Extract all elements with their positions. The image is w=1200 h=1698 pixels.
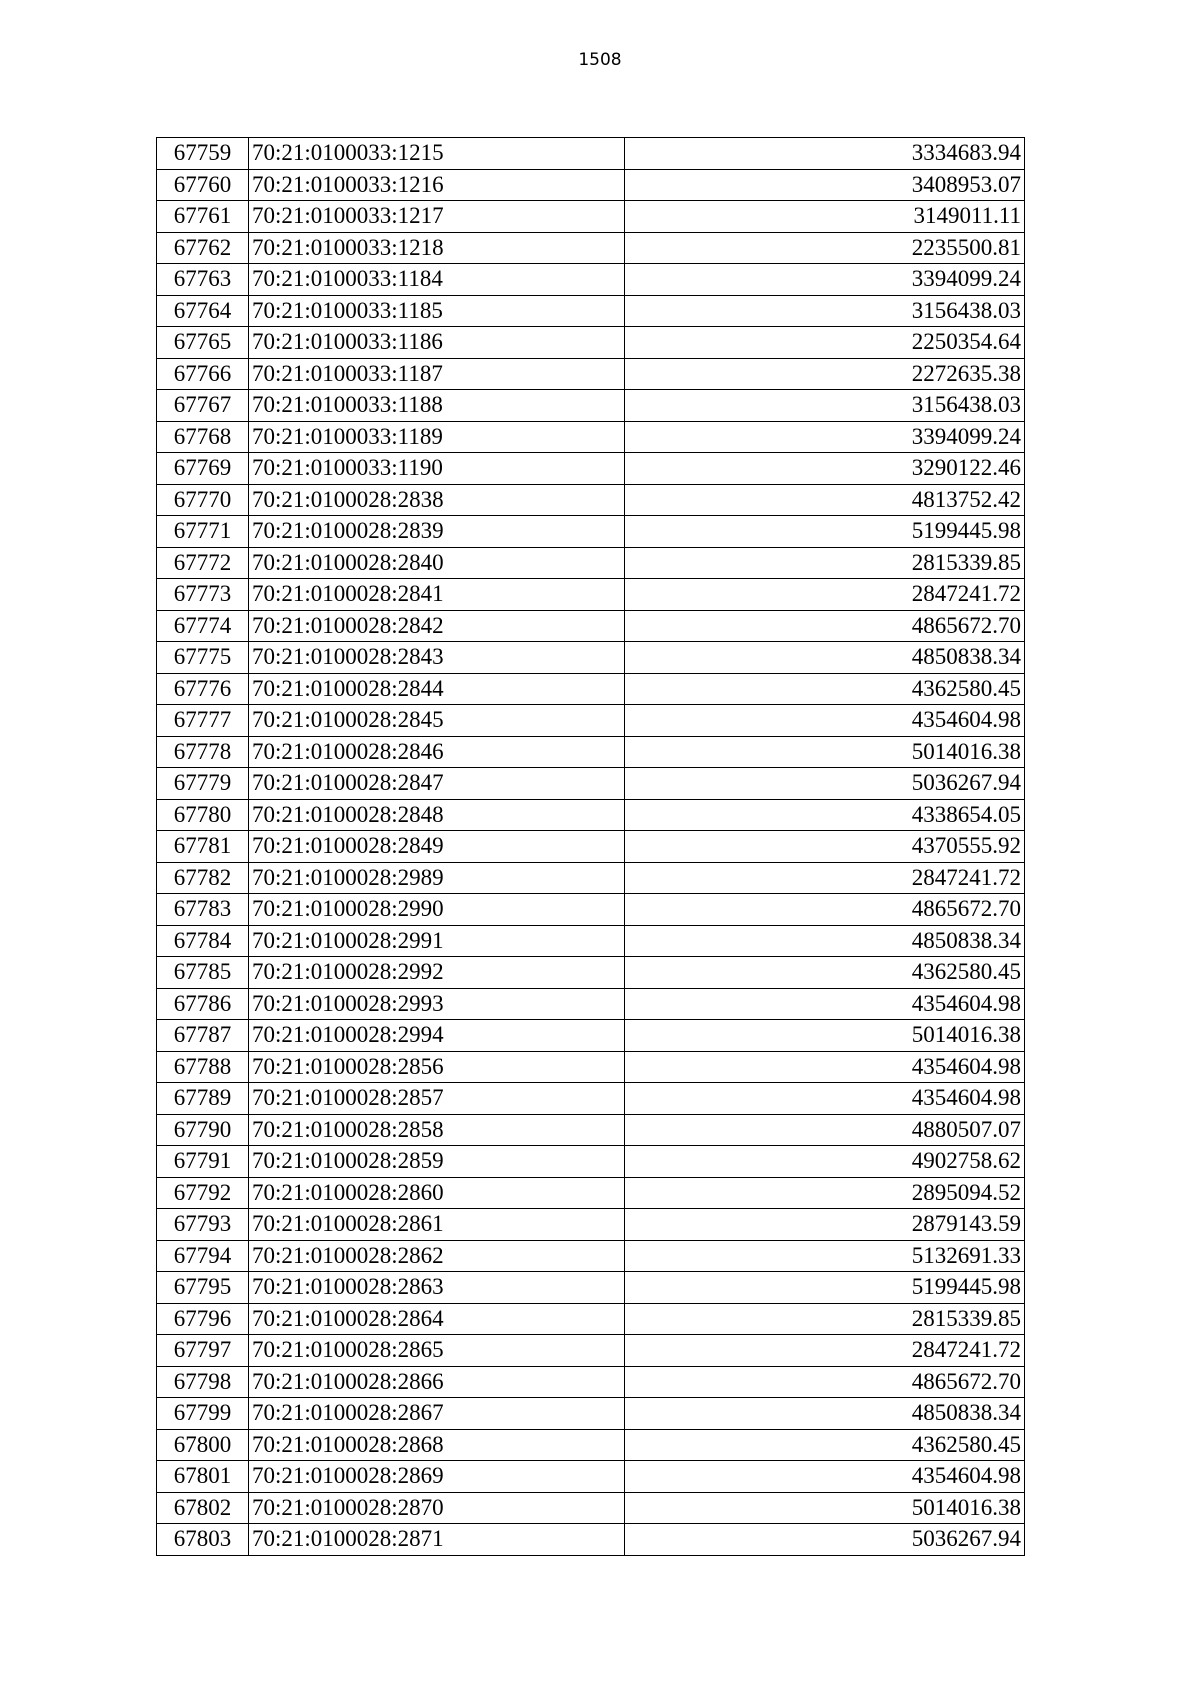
table-row — [157, 1114, 1025, 1146]
row-number-cell: 67763 — [157, 264, 249, 296]
cadastral-value-cell: 5199445.98 — [625, 516, 1025, 548]
cadastral-number-cell: 70:21:0100028:2870 — [249, 1492, 625, 1524]
cadastral-value-cell: 3149011.11 — [625, 201, 1025, 233]
table-row — [157, 1366, 1025, 1398]
table-row — [157, 1335, 1025, 1367]
cadastral-number-cell: 70:21:0100028:2992 — [249, 957, 625, 989]
cadastral-number-cell: 70:21:0100033:1186 — [249, 327, 625, 359]
cadastral-value-cell: 2815339.85 — [625, 1303, 1025, 1335]
cadastral-number-cell: 70:21:0100028:2867 — [249, 1398, 625, 1430]
cadastral-value-cell: 3334683.94 — [625, 138, 1025, 170]
cadastral-value-cell: 4338654.05 — [625, 799, 1025, 831]
table-body — [157, 138, 1025, 1556]
row-number-cell: 67788 — [157, 1051, 249, 1083]
cadastral-number-cell: 70:21:0100028:2864 — [249, 1303, 625, 1335]
row-number-cell: 67769 — [157, 453, 249, 485]
table-row — [157, 358, 1025, 390]
cadastral-number-cell: 70:21:0100028:2868 — [249, 1429, 625, 1461]
row-number-cell: 67772 — [157, 547, 249, 579]
row-number-cell: 67773 — [157, 579, 249, 611]
cadastral-number-cell: 70:21:0100033:1188 — [249, 390, 625, 422]
cadastral-value-cell: 4362580.45 — [625, 673, 1025, 705]
row-number-cell: 67775 — [157, 642, 249, 674]
table-row — [157, 1209, 1025, 1241]
cadastral-value-cell: 2847241.72 — [625, 1335, 1025, 1367]
cadastral-value-cell: 4850838.34 — [625, 1398, 1025, 1430]
cadastral-value-cell: 2815339.85 — [625, 547, 1025, 579]
cadastral-value-cell: 4354604.98 — [625, 1461, 1025, 1493]
row-number-cell: 67780 — [157, 799, 249, 831]
cadastral-number-cell: 70:21:0100028:2843 — [249, 642, 625, 674]
table-row — [157, 831, 1025, 863]
row-number-cell: 67787 — [157, 1020, 249, 1052]
cadastral-number-cell: 70:21:0100028:2838 — [249, 484, 625, 516]
cadastral-value-cell: 2847241.72 — [625, 579, 1025, 611]
row-number-cell: 67767 — [157, 390, 249, 422]
cadastral-number-cell: 70:21:0100033:1187 — [249, 358, 625, 390]
row-number-cell: 67797 — [157, 1335, 249, 1367]
cadastral-number-cell: 70:21:0100028:2994 — [249, 1020, 625, 1052]
cadastral-value-cell: 2250354.64 — [625, 327, 1025, 359]
table-row — [157, 1398, 1025, 1430]
table-row — [157, 390, 1025, 422]
cadastral-number-cell: 70:21:0100028:2866 — [249, 1366, 625, 1398]
cadastral-value-cell: 4813752.42 — [625, 484, 1025, 516]
cadastral-number-cell: 70:21:0100028:2862 — [249, 1240, 625, 1272]
row-number-cell: 67799 — [157, 1398, 249, 1430]
cadastral-number-cell: 70:21:0100028:2846 — [249, 736, 625, 768]
table-row — [157, 957, 1025, 989]
cadastral-value-cell: 4370555.92 — [625, 831, 1025, 863]
table-row — [157, 673, 1025, 705]
cadastral-number-cell: 70:21:0100028:2860 — [249, 1177, 625, 1209]
table-row — [157, 1461, 1025, 1493]
cadastral-value-cell: 3394099.24 — [625, 421, 1025, 453]
row-number-cell: 67794 — [157, 1240, 249, 1272]
cadastral-number-cell: 70:21:0100033:1216 — [249, 169, 625, 201]
row-number-cell: 67765 — [157, 327, 249, 359]
row-number-cell: 67762 — [157, 232, 249, 264]
cadastral-number-cell: 70:21:0100028:2856 — [249, 1051, 625, 1083]
row-number-cell: 67777 — [157, 705, 249, 737]
cadastral-number-cell: 70:21:0100028:2869 — [249, 1461, 625, 1493]
cadastral-value-cell: 2272635.38 — [625, 358, 1025, 390]
cadastral-number-cell: 70:21:0100028:2859 — [249, 1146, 625, 1178]
row-number-cell: 67759 — [157, 138, 249, 170]
cadastral-value-cell: 2235500.81 — [625, 232, 1025, 264]
cadastral-value-cell: 4354604.98 — [625, 988, 1025, 1020]
cadastral-number-cell: 70:21:0100028:2857 — [249, 1083, 625, 1115]
table-row — [157, 799, 1025, 831]
table-row — [157, 201, 1025, 233]
row-number-cell: 67768 — [157, 421, 249, 453]
row-number-cell: 67774 — [157, 610, 249, 642]
cadastral-value-cell: 4902758.62 — [625, 1146, 1025, 1178]
table-row — [157, 264, 1025, 296]
cadastral-number-cell: 70:21:0100028:2842 — [249, 610, 625, 642]
cadastral-number-cell: 70:21:0100028:2863 — [249, 1272, 625, 1304]
row-number-cell: 67802 — [157, 1492, 249, 1524]
table-row — [157, 768, 1025, 800]
cadastral-number-cell: 70:21:0100033:1218 — [249, 232, 625, 264]
cadastral-value-cell: 4850838.34 — [625, 642, 1025, 674]
cadastral-number-cell: 70:21:0100028:2993 — [249, 988, 625, 1020]
cadastral-value-cell: 3156438.03 — [625, 295, 1025, 327]
table-row — [157, 547, 1025, 579]
cadastral-value-cell: 2879143.59 — [625, 1209, 1025, 1241]
cadastral-value-cell: 4362580.45 — [625, 1429, 1025, 1461]
table-row — [157, 894, 1025, 926]
cadastral-value-cell: 4865672.70 — [625, 610, 1025, 642]
cadastral-number-cell: 70:21:0100028:2844 — [249, 673, 625, 705]
table-row — [157, 1524, 1025, 1556]
cadastral-value-cell: 5014016.38 — [625, 736, 1025, 768]
cadastral-number-cell: 70:21:0100028:2991 — [249, 925, 625, 957]
cadastral-value-cell: 2895094.52 — [625, 1177, 1025, 1209]
row-number-cell: 67786 — [157, 988, 249, 1020]
cadastral-value-cell: 3394099.24 — [625, 264, 1025, 296]
row-number-cell: 67798 — [157, 1366, 249, 1398]
row-number-cell: 67771 — [157, 516, 249, 548]
cadastral-number-cell: 70:21:0100028:2861 — [249, 1209, 625, 1241]
row-number-cell: 67760 — [157, 169, 249, 201]
cadastral-number-cell: 70:21:0100028:2858 — [249, 1114, 625, 1146]
table-row — [157, 1240, 1025, 1272]
row-number-cell: 67782 — [157, 862, 249, 894]
table-row — [157, 610, 1025, 642]
row-number-cell: 67783 — [157, 894, 249, 926]
cadastral-value-cell: 3290122.46 — [625, 453, 1025, 485]
row-number-cell: 67784 — [157, 925, 249, 957]
table-row — [157, 862, 1025, 894]
table-row — [157, 232, 1025, 264]
cadastral-value-cell: 5199445.98 — [625, 1272, 1025, 1304]
table-row — [157, 1272, 1025, 1304]
table-row — [157, 1083, 1025, 1115]
cadastral-number-cell: 70:21:0100028:2989 — [249, 862, 625, 894]
row-number-cell: 67796 — [157, 1303, 249, 1335]
row-number-cell: 67803 — [157, 1524, 249, 1556]
cadastral-number-cell: 70:21:0100033:1190 — [249, 453, 625, 485]
cadastral-number-cell: 70:21:0100033:1215 — [249, 138, 625, 170]
table-row — [157, 1146, 1025, 1178]
table-row — [157, 169, 1025, 201]
row-number-cell: 67789 — [157, 1083, 249, 1115]
row-number-cell: 67764 — [157, 295, 249, 327]
row-number-cell: 67778 — [157, 736, 249, 768]
cadastral-value-cell: 4354604.98 — [625, 1051, 1025, 1083]
row-number-cell: 67776 — [157, 673, 249, 705]
table-row — [157, 1020, 1025, 1052]
table-row — [157, 705, 1025, 737]
cadastral-value-cell: 2847241.72 — [625, 862, 1025, 894]
row-number-cell: 67766 — [157, 358, 249, 390]
cadastral-value-cell: 3156438.03 — [625, 390, 1025, 422]
table-row — [157, 1429, 1025, 1461]
table-row — [157, 642, 1025, 674]
table-row — [157, 138, 1025, 170]
cadastral-number-cell: 70:21:0100028:2865 — [249, 1335, 625, 1367]
row-number-cell: 67785 — [157, 957, 249, 989]
table-row — [157, 453, 1025, 485]
cadastral-number-cell: 70:21:0100028:2841 — [249, 579, 625, 611]
table-row — [157, 1303, 1025, 1335]
cadastral-value-cell: 5132691.33 — [625, 1240, 1025, 1272]
row-number-cell: 67790 — [157, 1114, 249, 1146]
cadastral-value-cell: 4865672.70 — [625, 894, 1025, 926]
page-number: 1508 — [578, 50, 622, 70]
table-row — [157, 484, 1025, 516]
cadastral-value-cell: 4354604.98 — [625, 1083, 1025, 1115]
table-row — [157, 736, 1025, 768]
cadastral-value-cell: 4880507.07 — [625, 1114, 1025, 1146]
cadastral-value-cell: 4865672.70 — [625, 1366, 1025, 1398]
cadastral-number-cell: 70:21:0100033:1185 — [249, 295, 625, 327]
cadastral-number-cell: 70:21:0100028:2871 — [249, 1524, 625, 1556]
cadastral-number-cell: 70:21:0100028:2839 — [249, 516, 625, 548]
table-row — [157, 925, 1025, 957]
cadastral-number-cell: 70:21:0100033:1217 — [249, 201, 625, 233]
table-row — [157, 516, 1025, 548]
cadastral-value-cell: 4362580.45 — [625, 957, 1025, 989]
cadastral-number-cell: 70:21:0100028:2845 — [249, 705, 625, 737]
row-number-cell: 67761 — [157, 201, 249, 233]
cadastral-value-cell: 4850838.34 — [625, 925, 1025, 957]
row-number-cell: 67781 — [157, 831, 249, 863]
row-number-cell: 67791 — [157, 1146, 249, 1178]
row-number-cell: 67800 — [157, 1429, 249, 1461]
cadastral-value-cell: 5014016.38 — [625, 1492, 1025, 1524]
table-row — [157, 1051, 1025, 1083]
table-row — [157, 295, 1025, 327]
table-row — [157, 1177, 1025, 1209]
cadastral-value-cell: 5014016.38 — [625, 1020, 1025, 1052]
table-row — [157, 579, 1025, 611]
table-row — [157, 327, 1025, 359]
row-number-cell: 67770 — [157, 484, 249, 516]
cadastral-value-cell: 3408953.07 — [625, 169, 1025, 201]
cadastral-number-cell: 70:21:0100028:2990 — [249, 894, 625, 926]
row-number-cell: 67793 — [157, 1209, 249, 1241]
table-row — [157, 988, 1025, 1020]
cadastral-value-cell: 4354604.98 — [625, 705, 1025, 737]
row-number-cell: 67779 — [157, 768, 249, 800]
cadastral-number-cell: 70:21:0100028:2849 — [249, 831, 625, 863]
cadastral-number-cell: 70:21:0100033:1189 — [249, 421, 625, 453]
cadastral-value-cell: 5036267.94 — [625, 1524, 1025, 1556]
cadastral-number-cell: 70:21:0100028:2847 — [249, 768, 625, 800]
cadastral-value-cell: 5036267.94 — [625, 768, 1025, 800]
table-row — [157, 421, 1025, 453]
row-number-cell: 67801 — [157, 1461, 249, 1493]
cadastral-number-cell: 70:21:0100028:2840 — [249, 547, 625, 579]
cadastral-number-cell: 70:21:0100028:2848 — [249, 799, 625, 831]
table-row — [157, 1492, 1025, 1524]
cadastral-value-table — [156, 137, 1025, 1556]
row-number-cell: 67795 — [157, 1272, 249, 1304]
cadastral-number-cell: 70:21:0100033:1184 — [249, 264, 625, 296]
row-number-cell: 67792 — [157, 1177, 249, 1209]
